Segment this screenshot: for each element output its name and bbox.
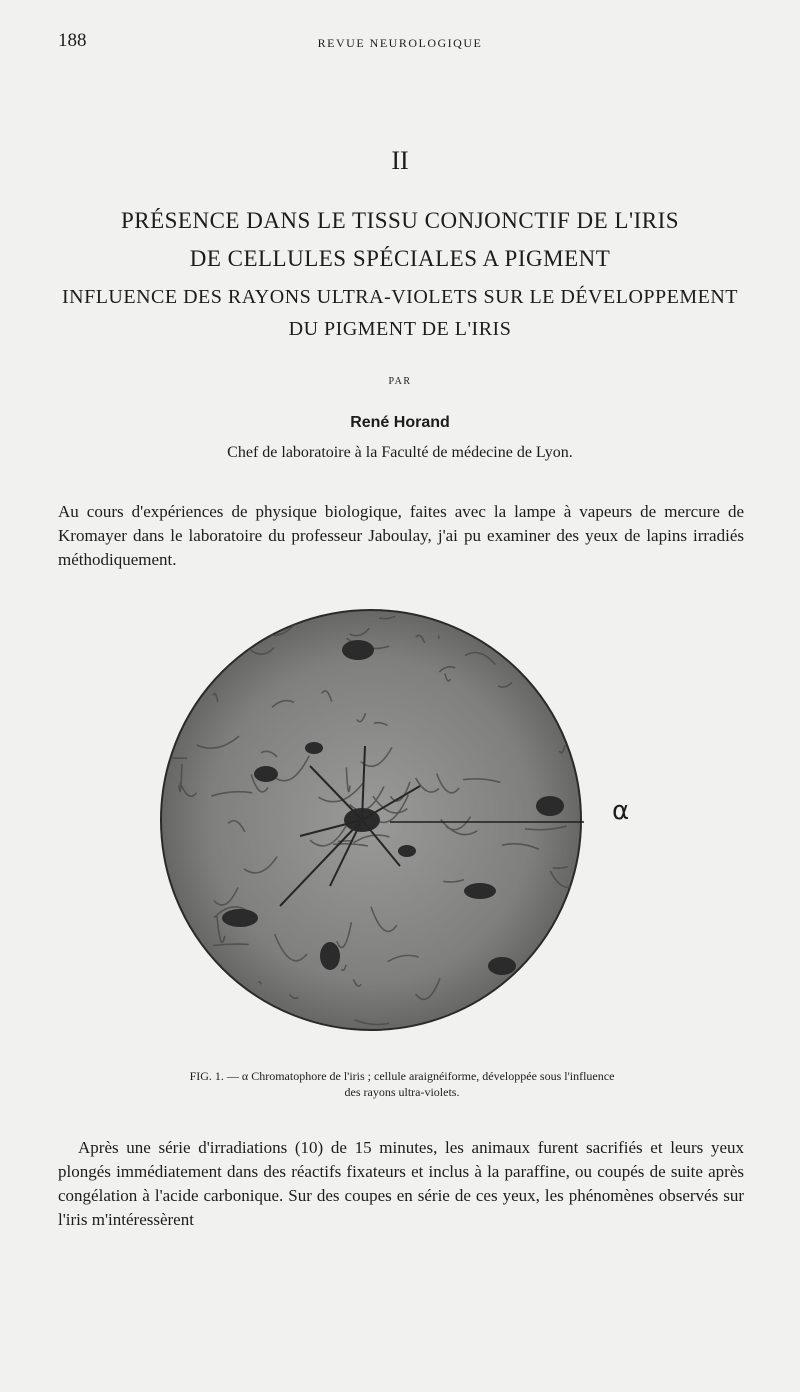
micrograph-figure [160,606,584,1034]
tissue-fiber [227,1025,232,1028]
byline-par: PAR [388,376,412,387]
page-number: 188 [58,30,87,51]
body-paragraph-1: Au cours d'expériences de physique biologique, faites avec la lampe à vapeurs de mercure de Kromayer dans le laboratoire du professeur Jaboulay, j'ai pu examiner des yeux de lapins irradiés méthodiquement. [58,502,744,569]
figure-caption [112,1068,692,1100]
running-head: REVUE NEUROLOGIQUE [317,36,483,50]
section-number: II [391,146,409,175]
tissue-fiber [229,1015,273,1017]
tissue-fiber [553,974,575,988]
figure-pointer-label: α [612,796,630,826]
tissue-fiber [170,672,189,688]
subtitle-line-2: DU PIGMENT DE L'IRIS [288,318,512,340]
tissue-fiber [194,611,232,622]
subtitle-line-1: INFLUENCE DES RAYONS ULTRA-VIOLETS SUR LE DÉVELOPPEMENT [61,286,739,308]
tissue-fiber [391,1030,403,1034]
author-affiliation: Chef de laboratoire à la Faculté de médecine de Lyon. [227,444,573,461]
title-line-1: PRÉSENCE DANS LE TISSU CONJONCTIF DE L'IRIS [120,208,680,233]
body-paragraph-2: Après une série d'irradiations (10) de 15 minutes, les animaux furent sacrifiés et leurs yeux plongés immédiatement dans des réactifs fixateurs et inclus à la paraffine, ou coupés de suite après congélation à l'acide carbonique. Sur des coupes en série de ces yeux, les phénomènes observés sur l'iris m'intéressèrent [58,1138,744,1229]
caption-line-2: des rayons ultra-violets. [344,1085,460,1099]
caption-line-1: FIG. 1. — α Chromatophore de l'iris ; cellule araignéiforme, développée sous l'influence [189,1069,615,1083]
title-line-2: DE CELLULES SPÉCIALES A PIGMENT [189,246,611,271]
tissue-fiber [160,974,193,983]
author-name: René Horand [350,414,450,431]
tissue-fiber [525,1012,536,1034]
